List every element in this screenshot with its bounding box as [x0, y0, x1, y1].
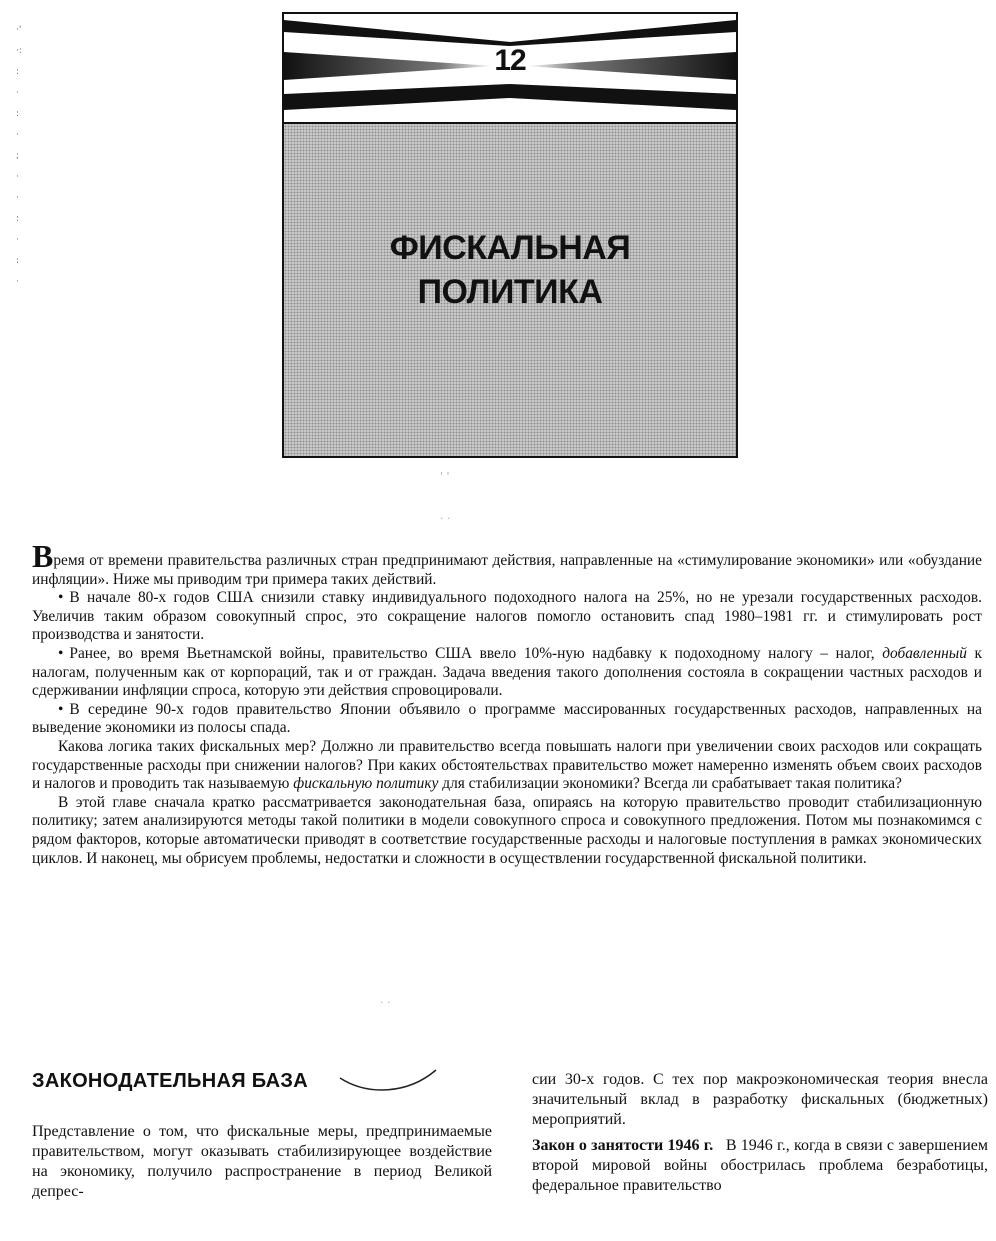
bullet-text: к налогам, полученным как от корпораций, так и от граждан. Задача введения такого дополнения состояла в сокращении частных расходов и сдерживании инфляции спроса, которую эти действия спровоцировали. — [32, 644, 982, 700]
bullet-text: В начале 80-х годов США снизили ставку индивидуального подоходного налога на 25%, но не урезали государственных расходов. Увеличив таким образом совокупный спрос, это сокращение налогов помогло остановить спад 1980–1981 гг. и стимулировать рост производства и занятости. — [32, 589, 982, 644]
chevron-band-top — [284, 20, 736, 46]
chapter-number: 12 — [494, 44, 526, 77]
chapter-title-line-1: ФИСКАЛЬНАЯ — [389, 229, 631, 267]
intro-paragraph: В этой главе сначала кратко рассматривается законодательная база, опираясь на которую правительство проводит стабилизационную политику; затем анализируются методы такой политики в модели совокупного спроса и совокупного предложения. Потом мы познакомимся с рядом факторов, которые автоматически приводят в соответствие государственные расходы и налоговые поступления в рамках экономических циклов. И наконец, мы обрисуем проблемы, недостатки и сложности в осуществлении государственной фискальной политики. — [32, 793, 982, 867]
intro-paragraph — [32, 738, 982, 794]
chapter-opener — [282, 12, 738, 458]
chapter-title-line-2: ПОЛИТИКА — [417, 273, 603, 311]
scan-noise: · · — [440, 512, 451, 525]
heading-swoosh-decoration — [338, 1066, 438, 1096]
drop-cap: В — [32, 538, 54, 574]
column-right — [532, 1070, 988, 1196]
chevron-band-bottom — [284, 84, 736, 110]
bullet-icon: • — [58, 644, 64, 662]
bullet-item — [32, 645, 982, 701]
body-paragraph — [532, 1136, 988, 1196]
paragraph-text: Какова логика таких фискальных мер? Должно ли правительство всегда повышать налоги при увеличении своих расходов или сокращать государственные расходы при снижении налогов? При каких обстоятельствах правительство может намеренно изменять объем своих расходов и налогов и проводить так называемую — [32, 737, 982, 793]
paragraph-text: для стабилизации экономики? Всегда ли срабатывает такая политика? — [442, 775, 902, 793]
scan-margin-marks: ·' ·: : · : · ; · · : · : · — [16, 25, 22, 287]
chapter-title — [284, 226, 736, 314]
paragraph-text: В 1946 г., когда в связи с завершением второй мировой войны обострилась проблема безработицы, федеральное правительство — [532, 1137, 989, 1194]
section-heading: ЗАКОНОДАТЕЛЬНАЯ БАЗА — [32, 1070, 308, 1092]
column-left — [32, 1122, 492, 1202]
scan-noise: ' ' — [440, 470, 450, 483]
bullet-text: В середине 90-х годов правительство Японии объявило о программе массированных государственных расходов, направленных на выведение экономики из полосы спада. — [32, 700, 982, 737]
emphasis-text: добавленный — [882, 644, 967, 662]
scan-noise: · · — [380, 996, 391, 1009]
chapter-banner — [284, 14, 736, 124]
bullet-item — [32, 701, 982, 738]
intro-paragraph — [32, 538, 982, 589]
bullet-icon: • — [58, 589, 64, 607]
bullet-icon: • — [58, 700, 64, 718]
bullet-text: Ранее, во время Вьетнамской войны, правительство США ввело 10%-ную надбавку к подоходному налогу – налог, — [69, 644, 875, 662]
chapter-intro — [32, 538, 982, 868]
intro-text: ремя от времени правительства различных стран предпринимают действия, направленные на «стимулирование экономики» или «обуздание инфляции». Ниже мы приводим три примера таких действий. — [32, 552, 982, 588]
term-emphasis: фискальную политику — [293, 775, 439, 793]
body-paragraph: сии 30-х годов. С тех пор макроэкономическая теория внесла значительный вклад в разработку фискальных (бюджетных) мероприятий. — [532, 1071, 988, 1128]
bullet-item — [32, 589, 982, 645]
run-in-heading: Закон о занятости 1946 г. — [532, 1137, 714, 1154]
body-paragraph: Представление о том, что фискальные меры, предпринимаемые правительством, могут оказывать стабилизирующее воздействие на экономику, получило распространение в период Великой депрес- — [32, 1123, 492, 1200]
